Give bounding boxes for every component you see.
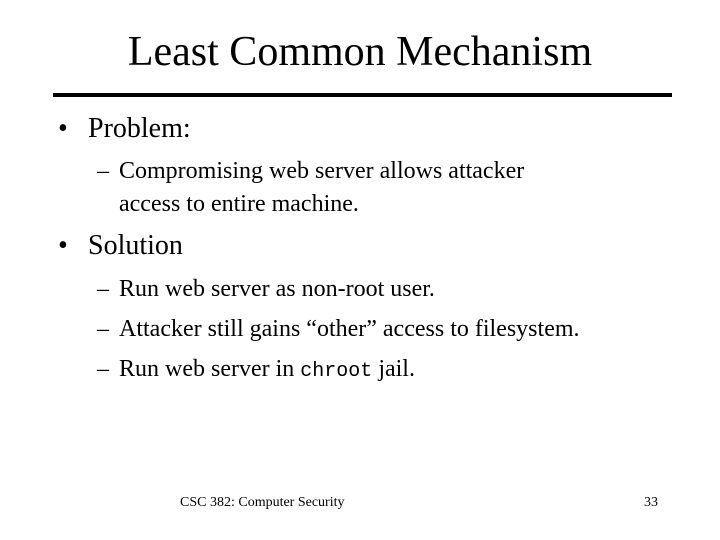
slide-title: Least Common Mechanism bbox=[127, 29, 593, 75]
bullet-text: Solution bbox=[88, 230, 183, 261]
subitem-solution-1 bbox=[97, 274, 435, 304]
subitem-text: Run web server as non-root user. bbox=[119, 276, 435, 302]
bullet-marker: • bbox=[58, 230, 68, 261]
sub-marker: – bbox=[97, 158, 109, 184]
footer-course: CSC 382: Computer Security bbox=[180, 495, 345, 510]
subitem-solution-3 bbox=[97, 354, 415, 387]
subitem-problem-line1 bbox=[97, 156, 524, 186]
subitem-text: Attacker still gains “other” access to filesystem. bbox=[119, 316, 580, 342]
bullet-solution bbox=[58, 229, 183, 263]
subitem-text: Compromising web server allows attacker bbox=[119, 158, 525, 184]
subitem-solution-2 bbox=[97, 314, 580, 344]
subitem-text-before: Run web server in bbox=[119, 356, 301, 382]
bullet-problem bbox=[58, 112, 191, 146]
code-chroot: chroot bbox=[300, 360, 373, 383]
sub-marker: – bbox=[97, 316, 109, 342]
subitem-text-after: jail. bbox=[372, 356, 415, 382]
footer-page-number: 33 bbox=[644, 495, 658, 510]
subitem-problem-line2: access to entire machine. bbox=[119, 191, 359, 217]
bullet-text: Problem: bbox=[88, 113, 191, 144]
sub-marker: – bbox=[97, 276, 109, 302]
title-divider bbox=[53, 93, 672, 97]
bullet-marker: • bbox=[58, 113, 68, 144]
sub-marker: – bbox=[97, 356, 109, 382]
